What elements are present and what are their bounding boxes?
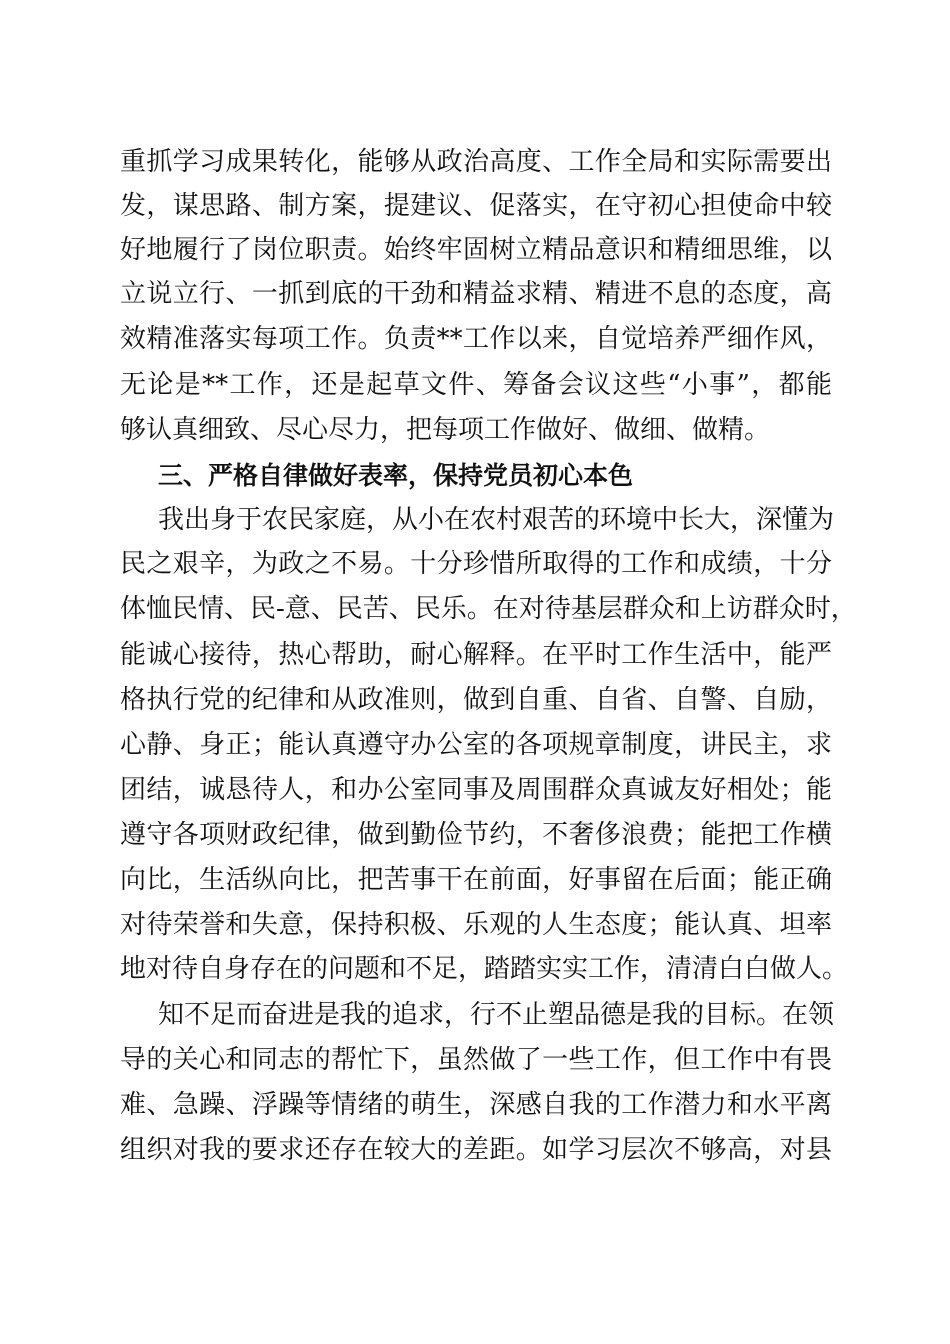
paragraph-2-line-11: 地对待自身存在的问题和不足，踏踏实实工作，清清白白做人。 [120,954,849,984]
paragraph-1-line-2: 发，谋思路、制方案，提建议、促落实，在守初心担使命中较 [120,191,832,221]
paragraph-1-line-6: 无论是**工作，还是起草文件、筹备会议这些“小事”，都能 [120,370,832,400]
paragraph-2-line-7: 团结，诚恳待人，和办公室同事及周围群众真诚友好相处；能 [120,775,832,805]
paragraph-3-line-2: 导的关心和同志的帮忙下，虽然做了一些工作，但工作中有畏 [120,1045,832,1075]
paragraph-1-line-7: 够认真细致、尽心尽力，把每项工作做好、做细、做精。 [120,415,771,445]
paragraph-3-line-3: 难、急躁、浮躁等情绪的萌生，深感自我的工作潜力和水平离 [120,1090,832,1120]
paragraph-1-line-5: 效精准落实每项工作。负责**工作以来，自觉培养严细作风， [120,324,832,354]
paragraph-2-line-6: 心静、身正；能认真遵守办公室的各项规章制度，讲民主，求 [120,730,832,760]
paragraph-3-line-1: 知不足而奋进是我的追求，行不止塑品德是我的目标。在领 [158,1000,835,1030]
paragraph-1-line-4: 立说立行、一抓到底的干劲和精益求精、精进不息的态度，高 [120,279,832,309]
paragraph-2-line-8: 遵守各项财政纪律，做到勤俭节约，不奢侈浪费；能把工作横 [120,820,832,850]
paragraph-2-line-2: 民之艰辛，为政之不易。十分珍惜所取得的工作和成绩，十分 [120,549,832,579]
paragraph-1-line-3: 好地履行了岗位职责。始终牢固树立精品意识和精细思维，以 [120,235,832,265]
section-heading: 三、严格自律做好表率，保持党员初心本色 [158,461,634,490]
paragraph-2-line-4: 能诚心接待，热心帮助，耐心解释。在平时工作生活中，能严 [120,640,832,670]
paragraph-2-line-3: 体恤民情、民-意、民苦、民乐。在对待基层群众和上访群众时， [120,594,857,624]
paragraph-2-line-1: 我出身于农民家庭，从小在农村艰苦的环境中长大，深懂为 [158,505,835,535]
paragraph-2-line-10: 对待荣誉和失意，保持积极、乐观的人生态度；能认真、坦率 [120,910,832,940]
paragraph-1-line-1: 重抓学习成果转化，能够从政治高度、工作全局和实际需要出 [120,147,832,177]
paragraph-2-line-5: 格执行党的纪律和从政准则，做到自重、自省、自警、自励， [120,685,832,715]
paragraph-2-line-9: 向比，生活纵向比，把苦事干在前面，好事留在后面；能正确 [120,865,832,895]
paragraph-3-line-4: 组织对我的要求还存在较大的差距。如学习层次不够高，对县 [120,1135,832,1165]
